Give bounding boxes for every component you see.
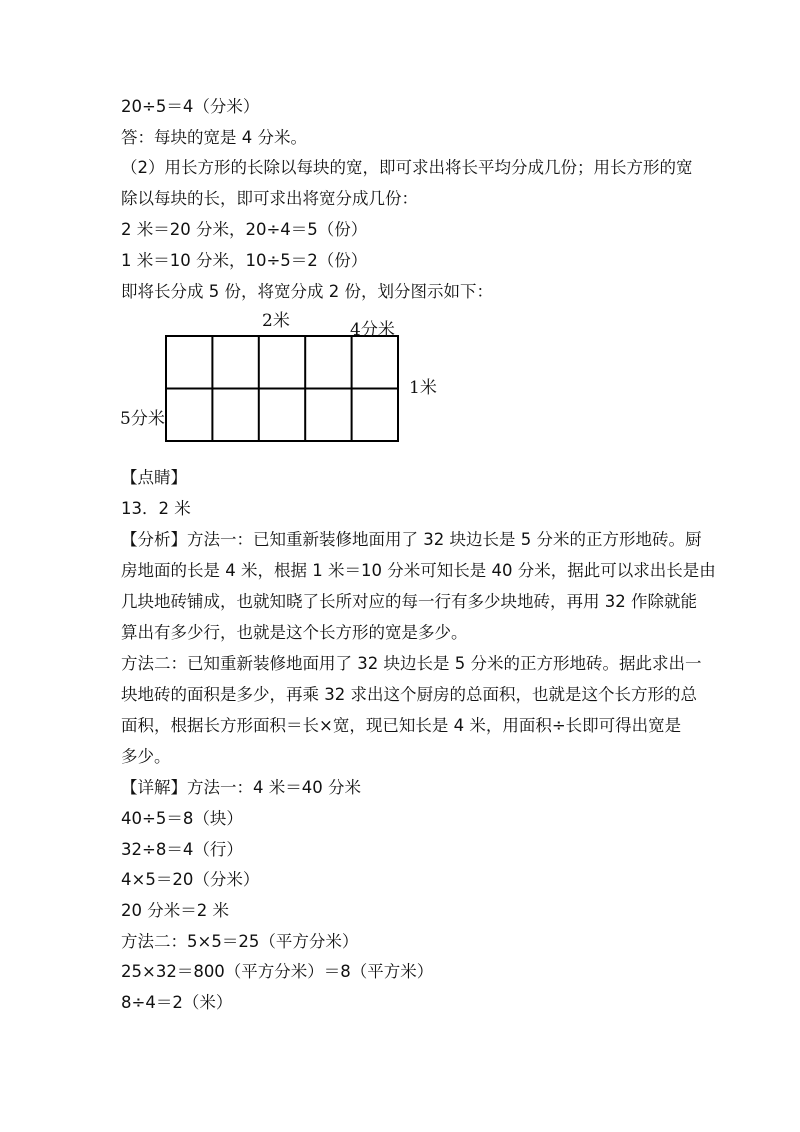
analysis-line: 方法二：已知重新装修地面用了 32 块边长是 5 分米的正方形地砖。据此求出一 (121, 654, 702, 673)
text-line: 除以每块的长，即可求出将宽分成几份： (121, 189, 418, 208)
analysis-line: 算出有多少行，也就是这个长方形的宽是多少。 (121, 623, 468, 642)
detail-line: 【详解】方法一：4 米＝40 分米 (121, 778, 361, 797)
grid-lines (166, 336, 398, 441)
analysis-line: 【分析】方法一：已知重新装修地面用了 32 块边长是 5 分米的正方形地砖。厨 (121, 530, 702, 549)
question-number: 13．2 米 (121, 499, 191, 518)
division-diagram (0, 0, 800, 460)
detail-line: 方法二：5×5＝25（平方分米） (121, 932, 359, 951)
analysis-line: 房地面的长是 4 米，根据 1 米＝10 分米可知长是 40 分米，据此可以求出长是由 (121, 561, 716, 580)
detail-line: 25×32＝800（平方分米）＝8（平方米） (121, 962, 434, 981)
analysis-line: 几块地砖铺成，也就知晓了长所对应的每一行有多少块地砖，再用 32 作除就能 (121, 592, 697, 611)
text-line: 1 米＝10 分米，10÷5＝2（份） (121, 251, 368, 270)
label-length: 2米 (262, 311, 290, 331)
detail-line: 40÷5＝8（块） (121, 809, 243, 828)
analysis-line: 面积，根据长方形面积＝长×宽，现已知长是 4 米，用面积÷长即可得出宽是 (121, 716, 682, 735)
label-tile-length: 4分米 (350, 320, 395, 340)
detail-line: 4×5＝20（分米） (121, 870, 260, 889)
text-line: 20÷5＝4（分米） (121, 97, 260, 116)
section-heading: 【点睛】 (121, 468, 187, 487)
detail-line: 32÷8＝4（行） (121, 840, 243, 859)
detail-line: 8÷4＝2（米） (121, 993, 233, 1012)
text-line: 2 米＝20 分米，20÷4＝5（份） (121, 220, 368, 239)
grid-svg (0, 0, 800, 460)
label-tile-width: 5分米 (120, 409, 165, 429)
text-line: （2）用长方形的长除以每块的宽，即可求出将长平均分成几份；用长方形的宽 (121, 158, 693, 177)
label-width: 1米 (409, 378, 437, 398)
analysis-line: 多少。 (121, 747, 171, 766)
analysis-line: 块地砖的面积是多少，再乘 32 求出这个厨房的总面积，也就是这个长方形的总 (121, 685, 697, 704)
answer-line: 答：每块的宽是 4 分米。 (121, 128, 307, 147)
text-line: 即将长分成 5 份，将宽分成 2 份，划分图示如下： (121, 282, 493, 301)
detail-line: 20 分米＝2 米 (121, 901, 229, 920)
